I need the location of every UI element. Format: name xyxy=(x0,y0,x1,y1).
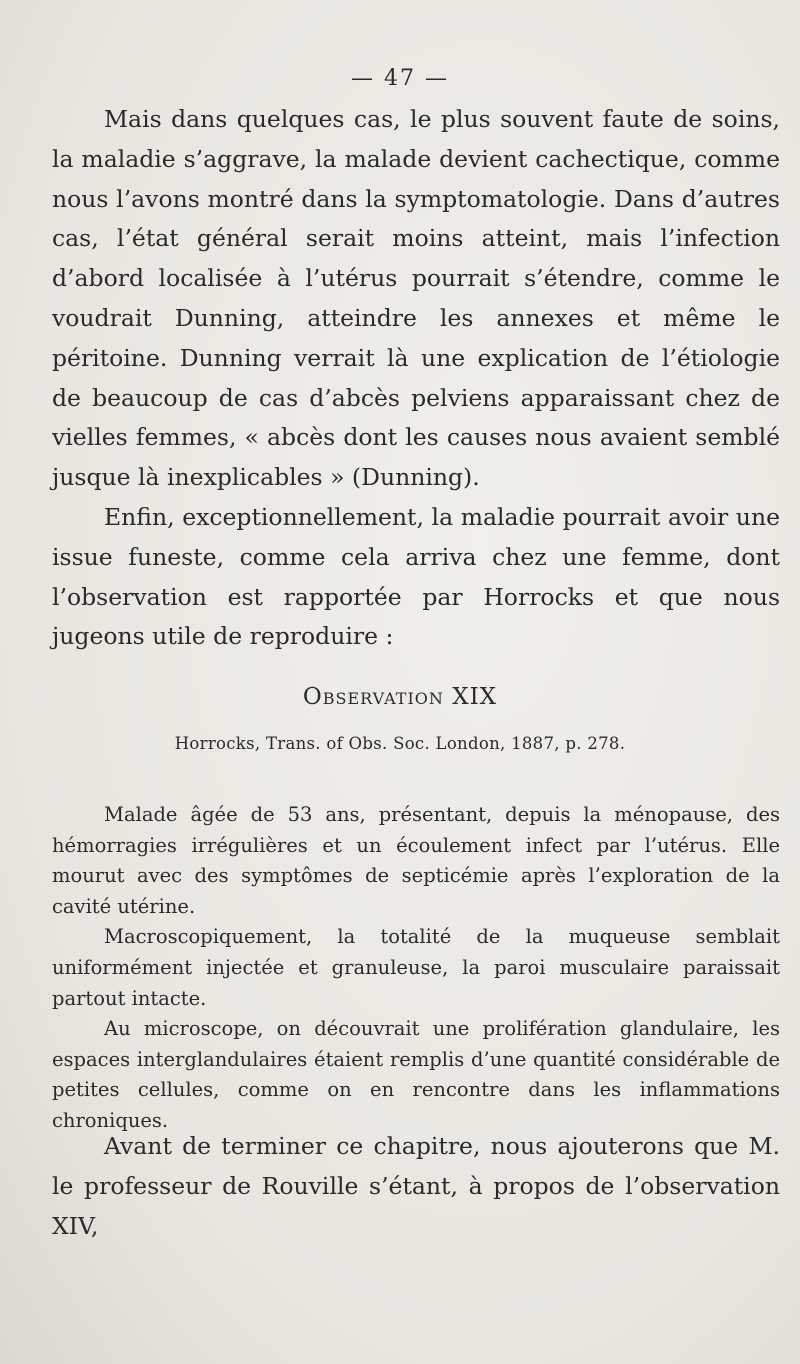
observation-title: Observation XIX xyxy=(302,684,498,710)
main-text xyxy=(52,100,780,657)
observation-paragraph-3: Au microscope, on découvrait une prolifération glandulaire, les espaces interglandulaires étaient remplis d’une quantité considérable de petites cellules, comme on en rencontre dans les inflammations chroniques. xyxy=(52,1017,780,1132)
paragraph-2: Enfin, exceptionnellement, la maladie pourrait avoir une issue funeste, comme cela arriva chez une femme, dont l’observation est rapportée par Horrocks et que nous jugeons utile de reproduire : xyxy=(52,502,780,651)
observation-paragraph-1: Malade âgée de 53 ans, présentant, depuis la ménopause, des hémorragies irrégulières et un écoulement infect par l’utérus. Elle mourut avec des symptômes de septicémie après l’exploration de la cavité utérine. xyxy=(52,803,780,918)
paragraph-1: Mais dans quelques cas, le plus souvent faute de soins, la maladie s’aggrave, la malade devient cachectique, comme nous l’avons montré dans la symptomatologie. Dans d’autres cas, l’état général serait moins atteint, mais l’infection d’abord localisée à l’utérus pourrait s’étendre, comme le voudrait Dunning, atteindre les annexes et même le péritoine. Dunning verrait là une explication de l’étiologie de beaucoup de cas d’abcès pelviens apparaissant chez de vielles femmes, « abcès dont les causes nous avaient semblé jusque là inexplicables » (Dunning). xyxy=(52,105,780,492)
final-paragraph: Avant de terminer ce chapitre, nous ajouterons que M. le professeur de Rouville s’étant, à propos de l’observation XIV, xyxy=(52,1132,780,1240)
observation-text xyxy=(52,800,780,1137)
page-number: — 47 — xyxy=(351,66,449,91)
final-text xyxy=(52,1126,780,1246)
observation-paragraph-2: Macroscopiquement, la totalité de la muqueuse semblait uniformément injectée et granuleuse, la paroi musculaire paraissait partout intacte. xyxy=(52,925,780,1010)
observation-source: Horrocks, Trans. of Obs. Soc. London, 1887, p. 278. xyxy=(174,734,626,753)
